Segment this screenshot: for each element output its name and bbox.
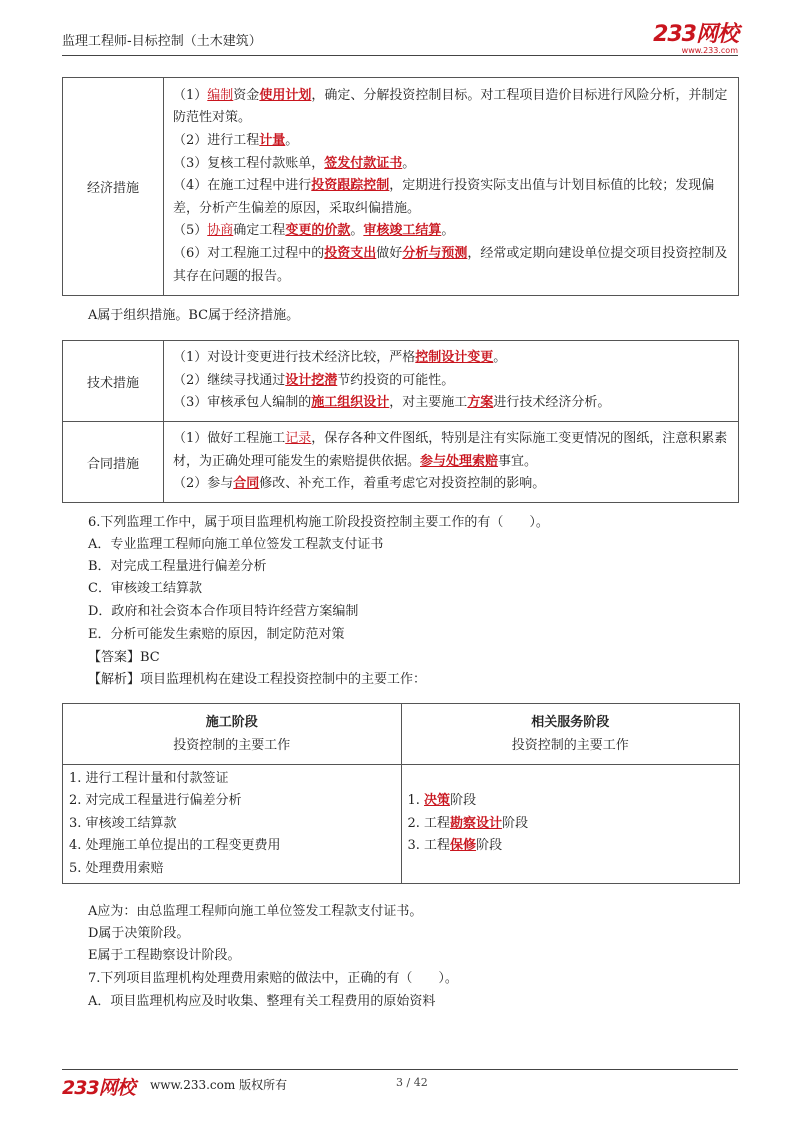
page-number: 3 / 42: [396, 1076, 428, 1089]
row-label: 合同措施: [63, 422, 164, 503]
item-line: （3）审核承包人编制的施工组织设计，对主要施工方案进行技术经济分析。: [173, 395, 611, 411]
economic-measures-table: [62, 77, 739, 296]
technical-contract-table: [62, 340, 739, 503]
list-item: 3. 工程保修阶段: [407, 838, 503, 854]
note-text: D属于决策阶段。: [88, 926, 190, 941]
list-item: 4. 处理施工单位提出的工程变更费用: [69, 838, 281, 854]
item-line: （1）做好工程施工记录，保存各种文件图纸，特别是注有实际施工变更情况的图纸，注意积累素材，为正确处理可能发生的索赔提供依据。参与处理索赔事宜。: [173, 431, 728, 469]
brand-logo[interactable]: [653, 24, 738, 55]
footer-copyright: www.233.com 版权所有: [150, 1078, 288, 1092]
row-label: 经济措施: [63, 78, 164, 296]
item-line: （2）参与合同修改、补充工作，着重考虑它对投资控制的影响。: [173, 476, 546, 492]
header-cell: 相关服务阶段 投资控制的主要工作: [401, 704, 740, 765]
row-content: [164, 341, 739, 422]
question-stem: 7.下列项目监理机构处理费用索赔的做法中，正确的有（ ）。: [88, 971, 458, 986]
document-title: 监理工程师-目标控制（土木建筑）: [62, 34, 262, 49]
analysis: 【解析】项目监理机构在建设工程投资控制中的主要工作：: [88, 672, 427, 687]
logo-url: www.233.com: [681, 46, 738, 55]
note-text: E属于工程勘察设计阶段。: [88, 948, 241, 963]
header-cell: 施工阶段 投资控制的主要工作: [63, 704, 402, 765]
construction-stage-list: [63, 765, 402, 884]
note-text: A属于组织措施。BC属于经济措施。: [88, 308, 300, 323]
page-header: [62, 22, 738, 55]
header-divider: [62, 55, 738, 56]
item-line: （4）在施工过程中进行投资跟踪控制，定期进行投资实际支出值与计划目标值的比较；发现偏差，分析产生偏差的原因，采取纠偏措施。: [173, 178, 715, 216]
row-content: [164, 78, 739, 296]
footer-logo[interactable]: 233网校: [62, 1077, 135, 1099]
answer: 【答案】BC: [88, 650, 160, 665]
list-item: 1. 进行工程计量和付款签证: [69, 770, 229, 786]
list-item: 3. 审核竣工结算款: [69, 815, 177, 831]
list-item: 2. 工程勘察设计阶段: [407, 815, 529, 831]
service-stage-list: [401, 765, 740, 884]
item-line: （6）对工程施工过程中的投资支出做好分析与预测，经常或定期向建设单位提交项目投资控制及其存在问题的报告。: [173, 245, 728, 284]
option-b: B．对完成工程量进行偏差分析: [88, 559, 267, 574]
list-item: 1. 决策阶段: [407, 793, 477, 809]
option-e: E．分析可能发生索赔的原因，制定防范对策: [88, 627, 345, 642]
item-line: （3）复核工程付款账单，签发付款证书。: [173, 155, 416, 171]
stage-comparison-table: [62, 703, 740, 884]
list-item: 5. 处理费用索赔: [69, 860, 164, 876]
list-item: 2. 对完成工程量进行偏差分析: [69, 793, 242, 809]
item-line: （5）协商确定工程变更的价款。审核竣工结算。: [173, 223, 455, 239]
footer-divider: [62, 1069, 738, 1070]
row-label: 技术措施: [63, 341, 164, 422]
option-a: A．项目监理机构应及时收集、整理有关工程费用的原始资料: [88, 994, 436, 1009]
item-line: （1）编制资金使用计划，确定、分解投资控制目标。对工程项目造价目标进行风险分析，并制定防范性对策。: [173, 87, 728, 126]
row-content: [164, 422, 739, 503]
item-line: （1）对设计变更进行技术经济比较，严格控制设计变更。: [173, 350, 507, 366]
option-d: D．政府和社会资本合作项目特许经营方案编制: [88, 604, 359, 619]
question-stem: 6.下列监理工作中，属于项目监理机构施工阶段投资控制主要工作的有（ ）。: [88, 515, 549, 530]
item-line: （2）进行工程计量。: [173, 133, 299, 149]
note-text: A应为：由总监理工程师向施工单位签发工程款支付证书。: [88, 904, 423, 919]
option-a: A．专业监理工程师向施工单位签发工程款支付证书: [88, 537, 384, 552]
item-line: （2）继续寻找通过设计挖潜节约投资的可能性。: [173, 372, 455, 388]
option-c: C．审核竣工结算款: [88, 581, 202, 596]
logo-text: 233网校: [653, 22, 738, 47]
